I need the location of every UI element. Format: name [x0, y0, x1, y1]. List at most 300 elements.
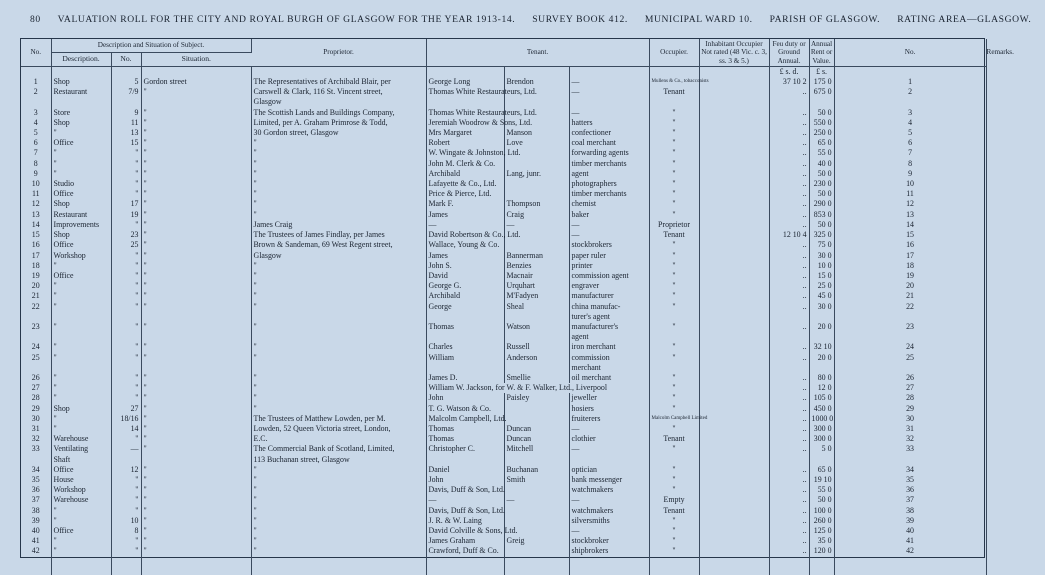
feu-duty-cell: ..: [769, 199, 809, 209]
situation-cell: ": [141, 128, 251, 138]
inhabitant-cell: [699, 108, 769, 118]
entry-number-right: 35: [834, 475, 986, 485]
entry-number: [21, 312, 51, 322]
table-row: [21, 281, 986, 291]
table-row: [21, 210, 986, 220]
tenant-name-cell: David Robertson & Co., Ltd.: [426, 230, 504, 240]
tenant-trade-cell: paper ruler: [569, 251, 649, 261]
tenant-name-cell: James D.: [426, 373, 504, 383]
tenant-trade-cell: commission agent: [569, 271, 649, 281]
tenant-surname-cell: Bannerman: [504, 251, 569, 261]
occupier-cell: ": [649, 240, 699, 250]
situation-cell: ": [141, 108, 251, 118]
situation-cell: ": [141, 516, 251, 526]
tenant-surname-cell: Buchanan: [504, 465, 569, 475]
street-number-cell: ": [111, 506, 141, 516]
col-proprietor: Proprietor.: [251, 39, 426, 66]
inhabitant-cell: [699, 312, 769, 322]
street-number-cell: 11: [111, 118, 141, 128]
entry-number: 3: [21, 108, 51, 118]
entry-number: 38: [21, 506, 51, 516]
tenant-name-cell: Jeremiah Woodrow & Sons, Ltd.: [426, 118, 504, 128]
tenant-name-cell: Archibald: [426, 169, 504, 179]
feu-duty-cell: ..: [769, 373, 809, 383]
tenant-name-cell: David Colville & Sons, Ltd.: [426, 526, 504, 536]
entry-number: 28: [21, 393, 51, 403]
tenant-surname-cell: Love: [504, 138, 569, 148]
tenant-trade-cell: agent: [569, 332, 649, 342]
description-cell: ": [51, 546, 111, 556]
proprietor-cell: ": [251, 475, 426, 485]
feu-duty-cell: ..: [769, 291, 809, 301]
tenant-trade-cell: —: [569, 87, 649, 97]
occupier-cell: ": [649, 342, 699, 352]
proprietor-cell: ": [251, 271, 426, 281]
tenant-surname-cell: Paisley: [504, 393, 569, 403]
occupier-cell: Malcolm Campbell Limited: [649, 414, 699, 424]
street-number-cell: ": [111, 251, 141, 261]
annual-rent-cell: 65 0: [809, 465, 834, 475]
proprietor-cell: E.C.: [251, 434, 426, 444]
inhabitant-cell: [699, 373, 769, 383]
proprietor-cell: The Commercial Bank of Scotland, Limited,: [251, 444, 426, 454]
occupier-cell: [649, 97, 699, 107]
situation-cell: ": [141, 404, 251, 414]
feu-duty-cell: ..: [769, 546, 809, 556]
table-row: [21, 128, 986, 138]
entry-number-right: [834, 332, 986, 342]
tenant-surname-cell: [504, 312, 569, 322]
feu-duty-cell: ..: [769, 281, 809, 291]
proprietor-cell: ": [251, 485, 426, 495]
proprietor-cell: ": [251, 353, 426, 363]
inhabitant-cell: [699, 404, 769, 414]
entry-number-right: 33: [834, 444, 986, 454]
tenant-trade-cell: watchmakers: [569, 506, 649, 516]
tenant-trade-cell: shipbrokers: [569, 546, 649, 556]
tenant-trade-cell: chemist: [569, 199, 649, 209]
feu-duty-cell: ..: [769, 475, 809, 485]
inhabitant-cell: [699, 87, 769, 97]
entry-number: 40: [21, 526, 51, 536]
situation-cell: ": [141, 230, 251, 240]
tenant-name-cell: Christopher C.: [426, 444, 504, 454]
tenant-name-cell: Daniel: [426, 465, 504, 475]
proprietor-cell: ": [251, 526, 426, 536]
street-number-cell: ": [111, 434, 141, 444]
annual-rent-cell: 300 0: [809, 434, 834, 444]
table-row: [21, 148, 986, 158]
col-situation: Situation.: [141, 52, 251, 66]
entry-number-right: 38: [834, 506, 986, 516]
entry-number-right: 42: [834, 546, 986, 556]
entry-number-right: 40: [834, 526, 986, 536]
proprietor-cell: ": [251, 465, 426, 475]
description-cell: Office: [51, 240, 111, 250]
entry-number-right: 5: [834, 128, 986, 138]
occupier-cell: ": [649, 261, 699, 271]
feu-duty-cell: ..: [769, 240, 809, 250]
entry-number: 12: [21, 199, 51, 209]
proprietor-cell: 30 Gordon street, Glasgow: [251, 128, 426, 138]
description-cell: Shaft: [51, 455, 111, 465]
street-number-cell: ": [111, 281, 141, 291]
annual-rent-cell: 450 0: [809, 404, 834, 414]
table-row: [21, 506, 986, 516]
entry-number-right: 9: [834, 169, 986, 179]
entry-number-right: 39: [834, 516, 986, 526]
situation-cell: ": [141, 475, 251, 485]
feu-duty-cell: ..: [769, 220, 809, 230]
entry-number: 36: [21, 485, 51, 495]
annual-rent-cell: 260 0: [809, 516, 834, 526]
tenant-name-cell: Charles: [426, 342, 504, 352]
entry-number: 13: [21, 210, 51, 220]
table-row: [21, 516, 986, 526]
description-cell: Warehouse: [51, 495, 111, 505]
tenant-name-cell: Crawford, Duff & Co.: [426, 546, 504, 556]
feu-duty-cell: ..: [769, 516, 809, 526]
blank-row: [21, 557, 986, 575]
street-number-cell: [111, 363, 141, 373]
col-no: No.: [21, 39, 51, 66]
street-number-cell: ": [111, 475, 141, 485]
table-row: [21, 179, 986, 189]
valuation-table: No. Description and Situation of Subject. Proprietor. Tenant. Occupier. Inhabitant Occupier Not rated (48 Vic. c. 3, ss. 3 & 5.) Feu duty or Ground Annual. Annual Rent or Value. No. Remarks. Description. No. Situation. £ s. d. £ s. 1 Shop 5 Gordon street The Representatives of Archibald Blair, per George Long Brendon — Mullens & Co., tobacconists 37 10 2 175 0 1 2 Restaurant 7/9 " Carswell & Clark, 116 St. Vincent street, Thomas White Restaurateurs, Ltd. — Tenant .. 675 0 2 Glasgow 3 Store 9 " The Scottish Lands and Buildings Company, Thomas White Restaurateurs, Ltd. — " .. 50 0 3 4 Shop 11 " Limited, per A. Graham Primrose & Todd, Jeremiah Woodrow & Sons, Ltd. hatters " .. 550 0 4 5 " 13 " 30 Gordon street, Glasgow Mrs Margaret Manson confectioner " .. 250 0 5 6 Office 15 " " Robert Love coal merchant " .. 65 0 6 7 " " " " W. Wingate & Johnston, Ltd. forwarding agents " .. 55 0 7 8 " " " " John M. Clerk & Co. timber merchants " .. 40 0 8 9 " " " " Archibald Lang, junr. agent " .. 50 0 9 10 Studio " " " Lafayette & Co., Ltd. photographers " .. 230 0 10 11 Office " " " Price & Pierce, Ltd. timber merchants " .. 50 0 11 12 Shop 17 " " Mark F. Thompson chemist " .. 290 0 12 13 Restaurant 19 " " James Craig baker " .. 853 0 13 14 Improvements " " James Craig — — — Proprietor .. 50 0 14 15 Shop 23 " The Trustees of James Findlay, per James David Robertson & Co., Ltd. — Tenant 12 10 4 325 0 15 16 Office 25 " Brown & Sandeman, 69 West Regent street, Wallace, Young & Co. stockbrokers " .. 75 0 16 17 Workshop " " Glasgow James Bannerman paper ruler " .. 30 0 17 18 " " " " John S. Benzies printer " .. 10 0 18 19 Office " " " David Macnair commission agent " .. 15 0 19 20 " " " " George G. Urquhart engraver " .. 25 0 20 21 " " " " Archibald M'Fadyen manufacturer " .. 45 0 21 22 " " " " George Sheal china manufac- " .. 30 0 22 turer's agent 23 " " " " Thomas Watson manufacturer's " .. 20 0 23 agent 24 " " " " Charles Russell iron merchant " .. 32 10 24 25 " " " " William Anderson commission " .. 20 0 25 merchant 26 " " " " James D. Smellie oil merchant " .. 80 0 26 27 " " " " William W. Jackson, for W. & F. Walker, Ltd., Liverpool " .. 12 0 27 28 " " " " John Paisley jeweller " .. 105 0 28 29 Shop 27 " " T. G. Watson & Co. hosiers " .. 450 0 29 30 " 18/16 " The Trustees of Matthew Lowden, per M. Malcolm Campbell, Ltd. fruiterers Malcolm Campbell Limited .. 1000 0 30 31 " 14 " Lowden, 52 Queen Victoria street, London, Thomas Duncan — " .. 300 0 31 32 Warehouse " " E.C. Thomas Duncan clothier Tenant .. 300 0 32 33 Ventilating — " The Commercial Bank of Scotland, Limited, Christopher C. Mitchell — " .. 5 0 33 Shaft 113 Buchanan street, Glasgow 34 Office 12 " " Daniel Buchanan optician " .. 65 0 34 35 House " " " John Smith bank messenger " .. 19 10 35 36 Workshop " " " Davis, Duff & Son, Ltd. watchmakers " .. 55 0 36 37 Warehouse " " " — — — Empty .. 50 0 37 38 " " " " Davis, Duff & Son, Ltd. watchmakers Tenant .. 100 0 38 39 " 10 " " J. R. & W. Laing silversmiths " .. 260 0 39 40 Office 8 " " David Colville & Sons, Ltd. — " .. 125 0 40 41 " " " " James Graham Greig stockbroker " .. 35 0 41 42 " " " " Crawford, Duff & Co. shipbrokers " .. 120 0 42: [21, 39, 986, 575]
occupier-cell: ": [649, 210, 699, 220]
page-header: [30, 14, 1045, 25]
tenant-surname-cell: M'Fadyen: [504, 291, 569, 301]
tenant-trade-cell: stockbrokers: [569, 240, 649, 250]
street-number-cell: 25: [111, 240, 141, 250]
tenant-trade-cell: clothier: [569, 434, 649, 444]
tenant-surname-cell: [504, 546, 569, 556]
entry-number-right: 1: [834, 77, 986, 87]
description-cell: Store: [51, 108, 111, 118]
tenant-surname-cell: Urquhart: [504, 281, 569, 291]
tenant-name-cell: [426, 363, 504, 373]
tenant-surname-cell: Anderson: [504, 353, 569, 363]
tenant-surname-cell: Mitchell: [504, 444, 569, 454]
tenant-trade-cell: stockbroker: [569, 536, 649, 546]
table-row: [21, 465, 986, 475]
inhabitant-cell: [699, 526, 769, 536]
inhabitant-cell: [699, 465, 769, 475]
table-row: [21, 189, 986, 199]
entry-number-right: 2: [834, 87, 986, 97]
entry-number: 7: [21, 148, 51, 158]
annual-rent-cell: [809, 312, 834, 322]
feu-duty-cell: ..: [769, 434, 809, 444]
col-feu-duty: Feu duty or Ground Annual.: [769, 39, 809, 66]
occupier-cell: ": [649, 291, 699, 301]
entry-number-right: 19: [834, 271, 986, 281]
feu-duty-cell: ..: [769, 271, 809, 281]
valuation-table-frame: [20, 38, 1014, 558]
annual-rent-cell: 325 0: [809, 230, 834, 240]
tenant-trade-cell: —: [569, 424, 649, 434]
entry-number-right: 20: [834, 281, 986, 291]
occupier-cell: ": [649, 444, 699, 454]
table-row: [21, 138, 986, 148]
tenant-surname-cell: Watson: [504, 322, 569, 332]
description-cell: Warehouse: [51, 434, 111, 444]
occupier-cell: ": [649, 485, 699, 495]
entry-number: 39: [21, 516, 51, 526]
street-number-cell: 13: [111, 128, 141, 138]
street-number-cell: ": [111, 546, 141, 556]
situation-cell: ": [141, 383, 251, 393]
occupier-cell: ": [649, 118, 699, 128]
col-description-group: Description and Situation of Subject.: [51, 39, 251, 52]
annual-rent-cell: 1000 0: [809, 414, 834, 424]
tenant-surname-cell: Benzies: [504, 261, 569, 271]
proprietor-cell: ": [251, 302, 426, 312]
situation-cell: ": [141, 148, 251, 158]
table-row: [21, 302, 986, 312]
occupier-cell: ": [649, 138, 699, 148]
proprietor-cell: ": [251, 342, 426, 352]
feu-duty-cell: [769, 332, 809, 342]
entry-number-right: 36: [834, 485, 986, 495]
tenant-name-cell: Price & Pierce, Ltd.: [426, 189, 504, 199]
proprietor-cell: ": [251, 189, 426, 199]
entry-number: 11: [21, 189, 51, 199]
feu-duty-cell: ..: [769, 383, 809, 393]
tenant-name-cell: Lafayette & Co., Ltd.: [426, 179, 504, 189]
situation-cell: ": [141, 199, 251, 209]
entry-number-right: 13: [834, 210, 986, 220]
tenant-name-cell: John: [426, 393, 504, 403]
description-cell: [51, 332, 111, 342]
annual-rent-cell: 30 0: [809, 251, 834, 261]
entry-number: 24: [21, 342, 51, 352]
table-row: [21, 261, 986, 271]
proprietor-cell: Glasgow: [251, 97, 426, 107]
tenant-surname-cell: Russell: [504, 342, 569, 352]
street-number-cell: ": [111, 322, 141, 332]
street-number-cell: 14: [111, 424, 141, 434]
occupier-cell: ": [649, 108, 699, 118]
proprietor-cell: The Trustees of James Findlay, per James: [251, 230, 426, 240]
occupier-cell: ": [649, 516, 699, 526]
tenant-trade-cell: [569, 455, 649, 465]
entry-number: 4: [21, 118, 51, 128]
entry-number-right: 25: [834, 353, 986, 363]
table-row: [21, 444, 986, 454]
rent-units: £ s.: [809, 66, 834, 77]
situation-cell: ": [141, 434, 251, 444]
situation-cell: ": [141, 444, 251, 454]
occupier-cell: Mullens & Co., tobacconists: [649, 77, 699, 87]
feu-duty-cell: ..: [769, 414, 809, 424]
tenant-trade-cell: china manufac-: [569, 302, 649, 312]
occupier-cell: ": [649, 199, 699, 209]
street-number-cell: ": [111, 189, 141, 199]
tenant-surname-cell: [504, 159, 569, 169]
proprietor-cell: ": [251, 179, 426, 189]
description-cell: Office: [51, 271, 111, 281]
description-cell: Workshop: [51, 485, 111, 495]
proprietor-cell: ": [251, 169, 426, 179]
feu-duty-cell: [769, 455, 809, 465]
tenant-surname-cell: [504, 97, 569, 107]
description-cell: ": [51, 393, 111, 403]
tenant-trade-cell: forwarding agents: [569, 148, 649, 158]
feu-duty-cell: ..: [769, 342, 809, 352]
feu-duty-cell: ..: [769, 189, 809, 199]
tenant-name-cell: Thomas White Restaurateurs, Ltd.: [426, 87, 504, 97]
tenant-trade-cell: hosiers: [569, 404, 649, 414]
tenant-surname-cell: [504, 332, 569, 342]
street-number-cell: ": [111, 495, 141, 505]
inhabitant-cell: [699, 516, 769, 526]
tenant-surname-cell: Macnair: [504, 271, 569, 281]
col-occupier: Occupier.: [649, 39, 699, 66]
proprietor-cell: ": [251, 383, 426, 393]
occupier-cell: Proprietor: [649, 220, 699, 230]
entry-number-right: [834, 363, 986, 373]
feu-duty-cell: 37 10 2: [769, 77, 809, 87]
description-cell: Office: [51, 526, 111, 536]
tenant-trade-cell: baker: [569, 210, 649, 220]
occupier-cell: ": [649, 148, 699, 158]
annual-rent-cell: 290 0: [809, 199, 834, 209]
entry-number: 23: [21, 322, 51, 332]
street-number-cell: 9: [111, 108, 141, 118]
situation-cell: ": [141, 546, 251, 556]
situation-cell: ": [141, 261, 251, 271]
occupier-cell: Tenant: [649, 230, 699, 240]
entry-number: 29: [21, 404, 51, 414]
tenant-surname-cell: Smellie: [504, 373, 569, 383]
tenant-trade-cell: agent: [569, 169, 649, 179]
street-number-cell: ": [111, 220, 141, 230]
annual-rent-cell: 230 0: [809, 179, 834, 189]
entry-number-right: 26: [834, 373, 986, 383]
occupier-cell: ": [649, 424, 699, 434]
street-number-cell: 10: [111, 516, 141, 526]
feu-duty-cell: ..: [769, 353, 809, 363]
tenant-trade-cell: oil merchant: [569, 373, 649, 383]
table-row: [21, 455, 986, 465]
tenant-trade-cell: optician: [569, 465, 649, 475]
entry-number: 33: [21, 444, 51, 454]
annual-rent-cell: [809, 332, 834, 342]
annual-rent-cell: 80 0: [809, 373, 834, 383]
tenant-trade-cell: —: [569, 77, 649, 87]
inhabitant-cell: [699, 77, 769, 87]
annual-rent-cell: 25 0: [809, 281, 834, 291]
inhabitant-cell: [699, 199, 769, 209]
tenant-surname-cell: Brendon: [504, 77, 569, 87]
annual-rent-cell: [809, 363, 834, 373]
tenant-name-cell: Thomas White Restaurateurs, Ltd.: [426, 108, 504, 118]
situation-cell: ": [141, 189, 251, 199]
street-number-cell: 19: [111, 210, 141, 220]
entry-number-right: 32: [834, 434, 986, 444]
col-inhabitant-occupier: Inhabitant Occupier Not rated (48 Vic. c. 3, ss. 3 & 5.): [699, 39, 769, 66]
tenant-name-cell: James: [426, 251, 504, 261]
entry-number-right: 17: [834, 251, 986, 261]
entry-number: 14: [21, 220, 51, 230]
table-row: [21, 404, 986, 414]
annual-rent-cell: 55 0: [809, 485, 834, 495]
situation-cell: ": [141, 373, 251, 383]
occupier-cell: ": [649, 281, 699, 291]
description-cell: ": [51, 373, 111, 383]
entry-number-right: [834, 455, 986, 465]
tenant-trade-cell: engraver: [569, 281, 649, 291]
annual-rent-cell: 32 10: [809, 342, 834, 352]
annual-rent-cell: 50 0: [809, 220, 834, 230]
col-description: Description.: [51, 52, 111, 66]
entry-number-right: 30: [834, 414, 986, 424]
annual-rent-cell: 10 0: [809, 261, 834, 271]
street-number-cell: —: [111, 444, 141, 454]
tenant-surname-cell: [504, 404, 569, 414]
description-cell: ": [51, 516, 111, 526]
entry-number: 9: [21, 169, 51, 179]
tenant-surname-cell: Duncan: [504, 434, 569, 444]
entry-number-right: 10: [834, 179, 986, 189]
survey-book: SURVEY BOOK 412.: [532, 14, 628, 25]
tenant-trade-cell: timber merchants: [569, 159, 649, 169]
annual-rent-cell: 250 0: [809, 128, 834, 138]
feu-duty-cell: ..: [769, 465, 809, 475]
tenant-name-cell: John M. Clerk & Co.: [426, 159, 504, 169]
occupier-cell: ": [649, 179, 699, 189]
entry-number: 34: [21, 465, 51, 475]
tenant-trade-cell: —: [569, 230, 649, 240]
description-cell: Workshop: [51, 251, 111, 261]
situation-cell: ": [141, 87, 251, 97]
tenant-surname-cell: Sheal: [504, 302, 569, 312]
street-number-cell: ": [111, 302, 141, 312]
tenant-name-cell: T. G. Watson & Co.: [426, 404, 504, 414]
feu-duty-cell: ..: [769, 424, 809, 434]
entry-number-right: 12: [834, 199, 986, 209]
description-cell: ": [51, 261, 111, 271]
annual-rent-cell: 15 0: [809, 271, 834, 281]
entry-number-right: 23: [834, 322, 986, 332]
feu-duty-cell: ..: [769, 251, 809, 261]
annual-rent-cell: 20 0: [809, 322, 834, 332]
proprietor-cell: Glasgow: [251, 251, 426, 261]
inhabitant-cell: [699, 189, 769, 199]
feu-duty-cell: ..: [769, 128, 809, 138]
street-number-cell: ": [111, 485, 141, 495]
tenant-name-cell: [426, 312, 504, 322]
proprietor-cell: The Representatives of Archibald Blair, per: [251, 77, 426, 87]
table-row: [21, 312, 986, 322]
entry-number: 5: [21, 128, 51, 138]
tenant-trade-cell: —: [569, 108, 649, 118]
feu-duty-cell: ..: [769, 526, 809, 536]
occupier-cell: ": [649, 302, 699, 312]
street-number-cell: ": [111, 148, 141, 158]
situation-cell: ": [141, 465, 251, 475]
table-row: [21, 118, 986, 128]
tenant-surname-cell: Lang, junr.: [504, 169, 569, 179]
description-cell: ": [51, 424, 111, 434]
description-cell: Shop: [51, 230, 111, 240]
inhabitant-cell: [699, 393, 769, 403]
tenant-surname-cell: [504, 506, 569, 516]
entry-number: 2: [21, 87, 51, 97]
inhabitant-cell: [699, 210, 769, 220]
description-cell: ": [51, 536, 111, 546]
